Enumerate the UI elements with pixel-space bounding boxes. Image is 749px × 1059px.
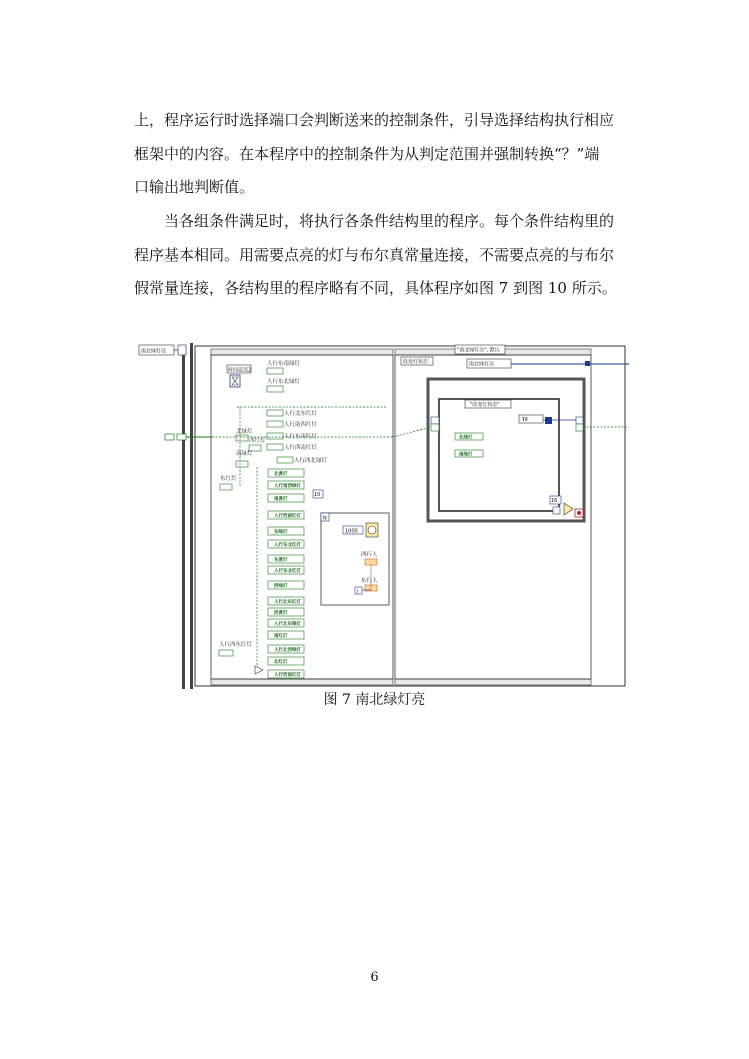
const-i-label: i [357, 589, 359, 595]
column-item: 人行南西绿灯 [274, 484, 301, 489]
shift-register-left [431, 417, 439, 424]
right-list-label: 南绿灯 [459, 452, 473, 458]
while-loop-left-edge [190, 343, 193, 689]
top-list-item: 人行西北绿灯 [294, 458, 328, 464]
column-item: 北黄灯 [274, 472, 288, 477]
south-light-label: 南绿灯 [236, 451, 253, 457]
top-list-item: 人行东北绿灯 [267, 379, 301, 385]
outer-frame [195, 346, 625, 686]
column-indicator-list [268, 469, 304, 678]
shift-register-right-2 [576, 424, 583, 431]
paragraph-line: 口输出地判断值。 [134, 178, 255, 196]
enum-const-label: 南北绿灯亮 [469, 361, 495, 368]
wait-label: 时间延迟2 [228, 367, 252, 374]
column-item: 人行北西绿灯 [274, 648, 301, 653]
top-list-item: 人行北东红灯 [284, 411, 318, 417]
right-list-label: 北绿灯 [459, 435, 473, 441]
east-ped-label: 东行人 [361, 578, 378, 584]
const-16-label: 16 [551, 498, 558, 504]
compare-icon [564, 503, 573, 515]
paragraph-line: 假常量连接，各结构里的程序略有不同，具体程序如图 7 到图 10 所示。 [134, 279, 617, 297]
shift-register-right [576, 417, 583, 424]
column-item: 人行西南红灯 [274, 514, 301, 519]
loop-iteration-terminal [553, 507, 560, 514]
east-light-label: 东红灯 [220, 476, 237, 482]
west-light-label: 西红灯 [249, 438, 266, 444]
column-item: 人行北东红灯 [274, 600, 301, 605]
column-item: 南黄灯 [274, 497, 288, 502]
const-10-label: 10 [314, 492, 321, 498]
const-bool-left[interactable] [165, 434, 174, 440]
column-item: 西绿灯 [274, 584, 288, 589]
paragraph-line: 框架中的内容。在本程序中的控制条件为从判定范围并强制转换“？”端 [134, 144, 600, 163]
west-ped-label: 西行人 [361, 552, 378, 558]
sequence-frame-top [211, 349, 393, 355]
column-item: 南红灯 [274, 634, 288, 639]
case-selector-left-label: 南北绿灯亮 [141, 348, 167, 355]
column-item: 人行东北红灯 [274, 569, 301, 574]
column-item: 西黄灯 [274, 611, 288, 616]
paragraph-line: 程序基本相同。用需要点亮的灯与布尔真常量连接，不需要点亮的与布尔 [134, 245, 615, 264]
ped-west-east-red-label: 人行西东红灯 [219, 642, 253, 648]
labview-block-diagram [137, 337, 629, 689]
top-list-item: 人行西南红灯 [284, 445, 318, 451]
const-1000-label: 1000 [345, 528, 358, 535]
top-list-item: 人行东南绿灯 [267, 361, 301, 367]
paragraph-line: 当各组条件满足时，将执行各条件结构里的程序。每个条件结构里的 [164, 212, 615, 230]
selector-arrow-icon[interactable] [178, 345, 186, 355]
const-bool-left-2[interactable] [177, 434, 186, 440]
north-light-label: 北绿灯 [236, 429, 253, 435]
column-item: 北红灯 [274, 660, 288, 665]
page-number: 6 [370, 970, 379, 985]
column-item: 人行北东绿灯 [274, 622, 301, 627]
loop-wire-edge [182, 355, 185, 689]
inner-case-label: "改变灯状态" [470, 402, 500, 408]
top-list-item: 人行东南红灯 [284, 434, 318, 440]
const-N-label: N [323, 515, 327, 522]
shift-register-left-2 [431, 424, 439, 431]
top-indicator-list [267, 359, 328, 464]
figure-caption: 图 7 南北绿灯亮 [323, 692, 426, 708]
paragraph-2 [134, 205, 634, 306]
paragraph-line: 上，程序运行时选择端口会判断送来的控制条件，引导选择结构执行相应 [134, 111, 615, 129]
block-diagram-svg [137, 337, 629, 689]
column-item: 人行西南红灯 [274, 673, 301, 678]
top-list-item: 人行南西红灯 [284, 422, 318, 428]
state-label: 改变灯状态 [403, 359, 429, 365]
sequence-frame-bottom-2 [395, 679, 591, 685]
case-selector-right-label: "南北绿灯亮", 默认 [457, 347, 500, 354]
bool-output-label: TF [522, 418, 529, 423]
tunnel-icon [585, 361, 590, 366]
sequence-frame-bottom [211, 679, 393, 685]
paragraph-1 [134, 104, 634, 205]
tunnel-right-icon [545, 417, 552, 424]
not-icon [255, 666, 263, 674]
column-item: 东绿灯 [274, 530, 288, 535]
column-item: 人行东北红灯 [274, 543, 301, 548]
column-item: 东黄灯 [274, 558, 288, 563]
